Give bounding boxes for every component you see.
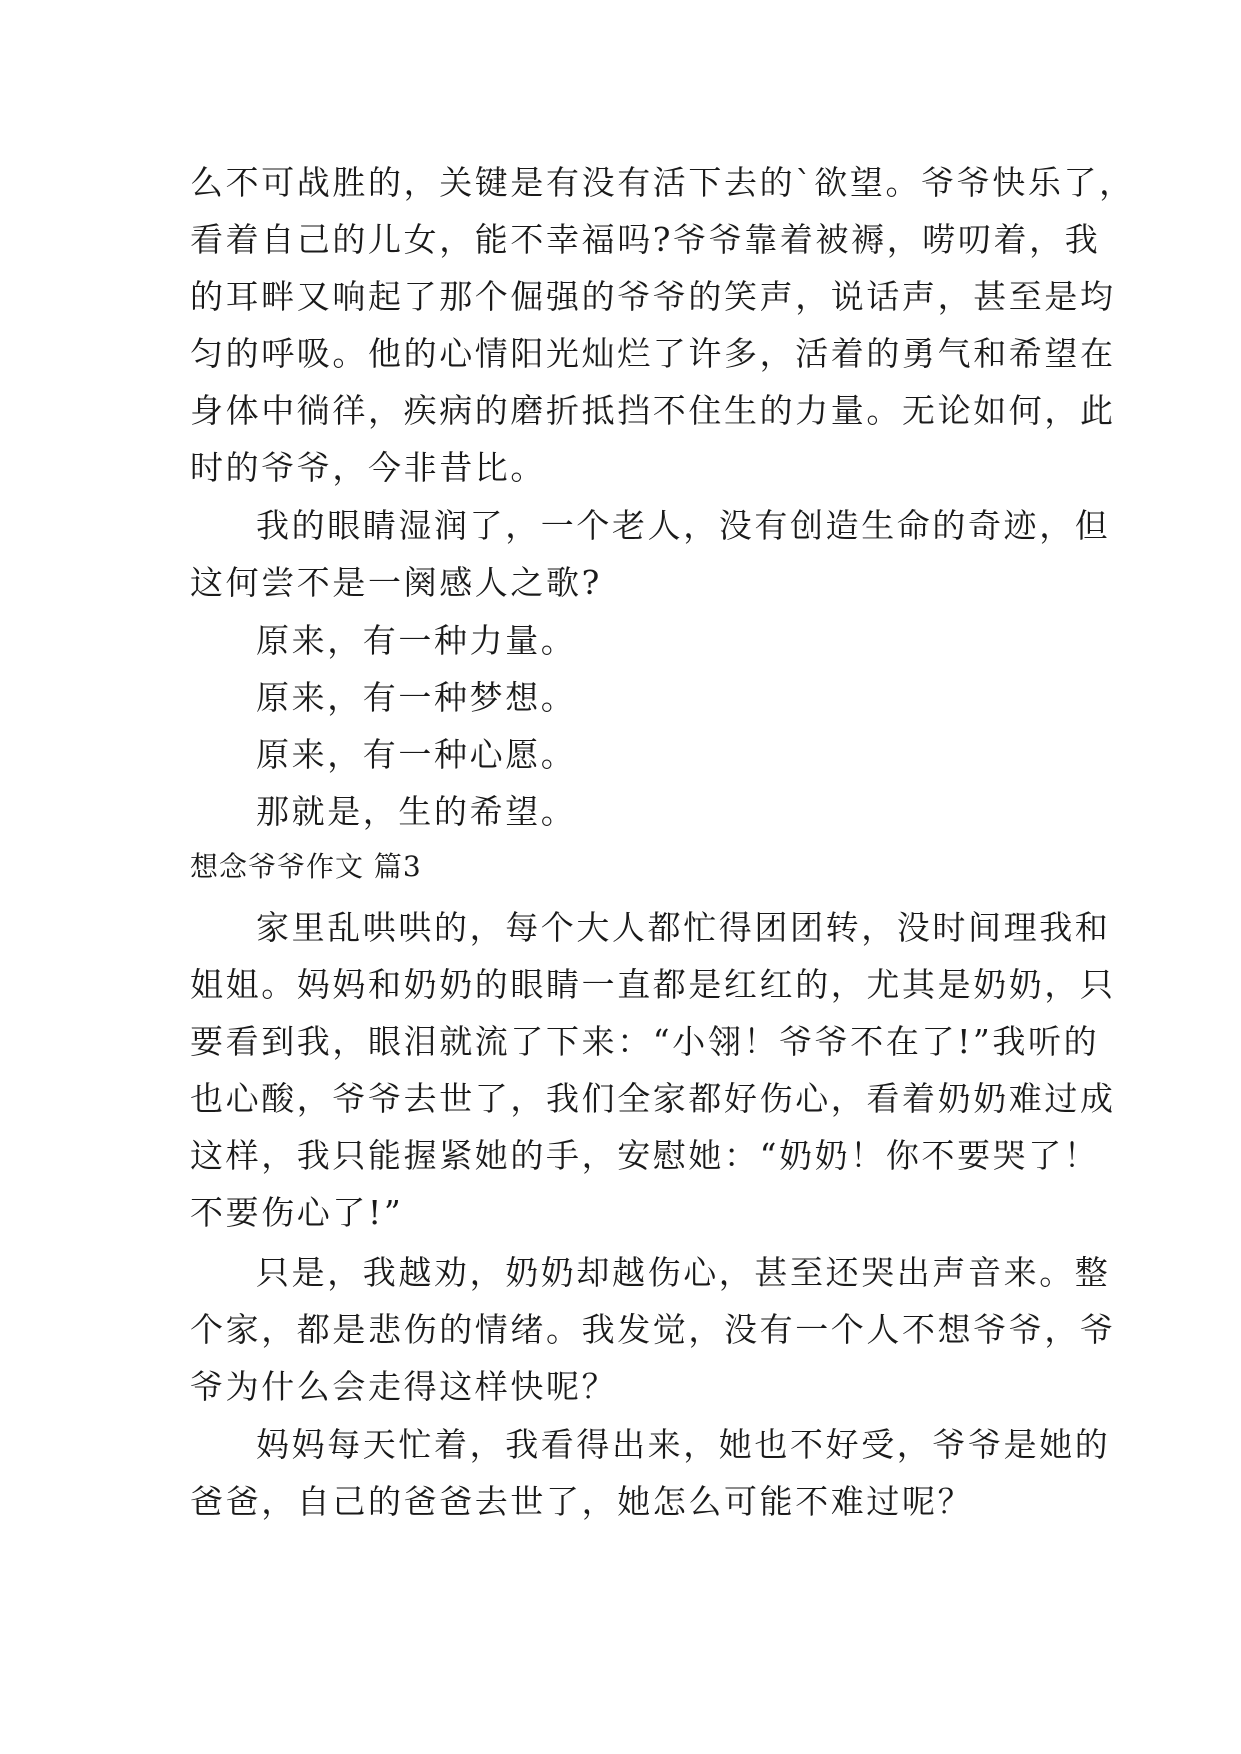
- paragraph-line: 爷为什么会走得这样快呢？: [190, 1367, 618, 1406]
- paragraph-line: 原来，有一种力量。: [256, 621, 577, 660]
- paragraph-line: 家里乱哄哄的，每个大人都忙得团团转，没时间理我和: [256, 908, 1111, 947]
- paragraph-line: 也心酸，爷爷去世了，我们全家都好伤心，看着奶奶难过成: [190, 1079, 1116, 1118]
- paragraph-line: 姐姐。妈妈和奶奶的眼睛一直都是红红的，尤其是奶奶，只: [190, 965, 1116, 1004]
- paragraph-line: 这样，我只能握紧她的手，安慰她：“奶奶！你不要哭了！: [190, 1136, 1100, 1175]
- paragraph-line: 看着自己的儿女，能不幸福吗?爷爷靠着被褥，唠叨着，我: [190, 220, 1101, 259]
- section-heading: 想念爷爷作文 篇3: [190, 850, 422, 883]
- paragraph-line: 我的眼睛湿润了，一个老人，没有创造生命的奇迹，但: [256, 506, 1111, 545]
- paragraph-line: 时的爷爷，今非昔比。: [190, 448, 546, 487]
- paragraph-line: 要看到我，眼泪就流了下来：“小翎！爷爷不在了!”我听的: [190, 1022, 1100, 1061]
- paragraph-line: 的耳畔又响起了那个倔强的爷爷的笑声，说话声，甚至是均: [190, 277, 1116, 316]
- paragraph-line: 不要伤心了!”: [190, 1193, 404, 1232]
- paragraph-line: 原来，有一种梦想。: [256, 678, 577, 717]
- paragraph-line: 匀的呼吸。他的心情阳光灿烂了许多，活着的勇气和希望在: [190, 334, 1116, 373]
- paragraph-line: 么不可战胜的，关键是有没有活下去的`欲望。爷爷快乐了，: [190, 163, 1135, 202]
- paragraph-line: 个家，都是悲伤的情绪。我发觉，没有一个人不想爷爷，爷: [190, 1310, 1116, 1349]
- paragraph-line: 这何尝不是一阕感人之歌?: [190, 563, 602, 602]
- paragraph-line: 原来，有一种心愿。: [256, 735, 577, 774]
- paragraph-line: 身体中徜徉，疾病的磨折抵挡不住生的力量。无论如何，此: [190, 391, 1116, 430]
- paragraph-line: 爸爸，自己的爸爸去世了，她怎么可能不难过呢？: [190, 1482, 974, 1521]
- paragraph-line: 只是，我越劝，奶奶却越伤心，甚至还哭出声音来。整: [256, 1253, 1111, 1292]
- paragraph-line: 妈妈每天忙着，我看得出来，她也不好受，爷爷是她的: [256, 1425, 1111, 1464]
- paragraph-line: 那就是，生的希望。: [256, 792, 577, 831]
